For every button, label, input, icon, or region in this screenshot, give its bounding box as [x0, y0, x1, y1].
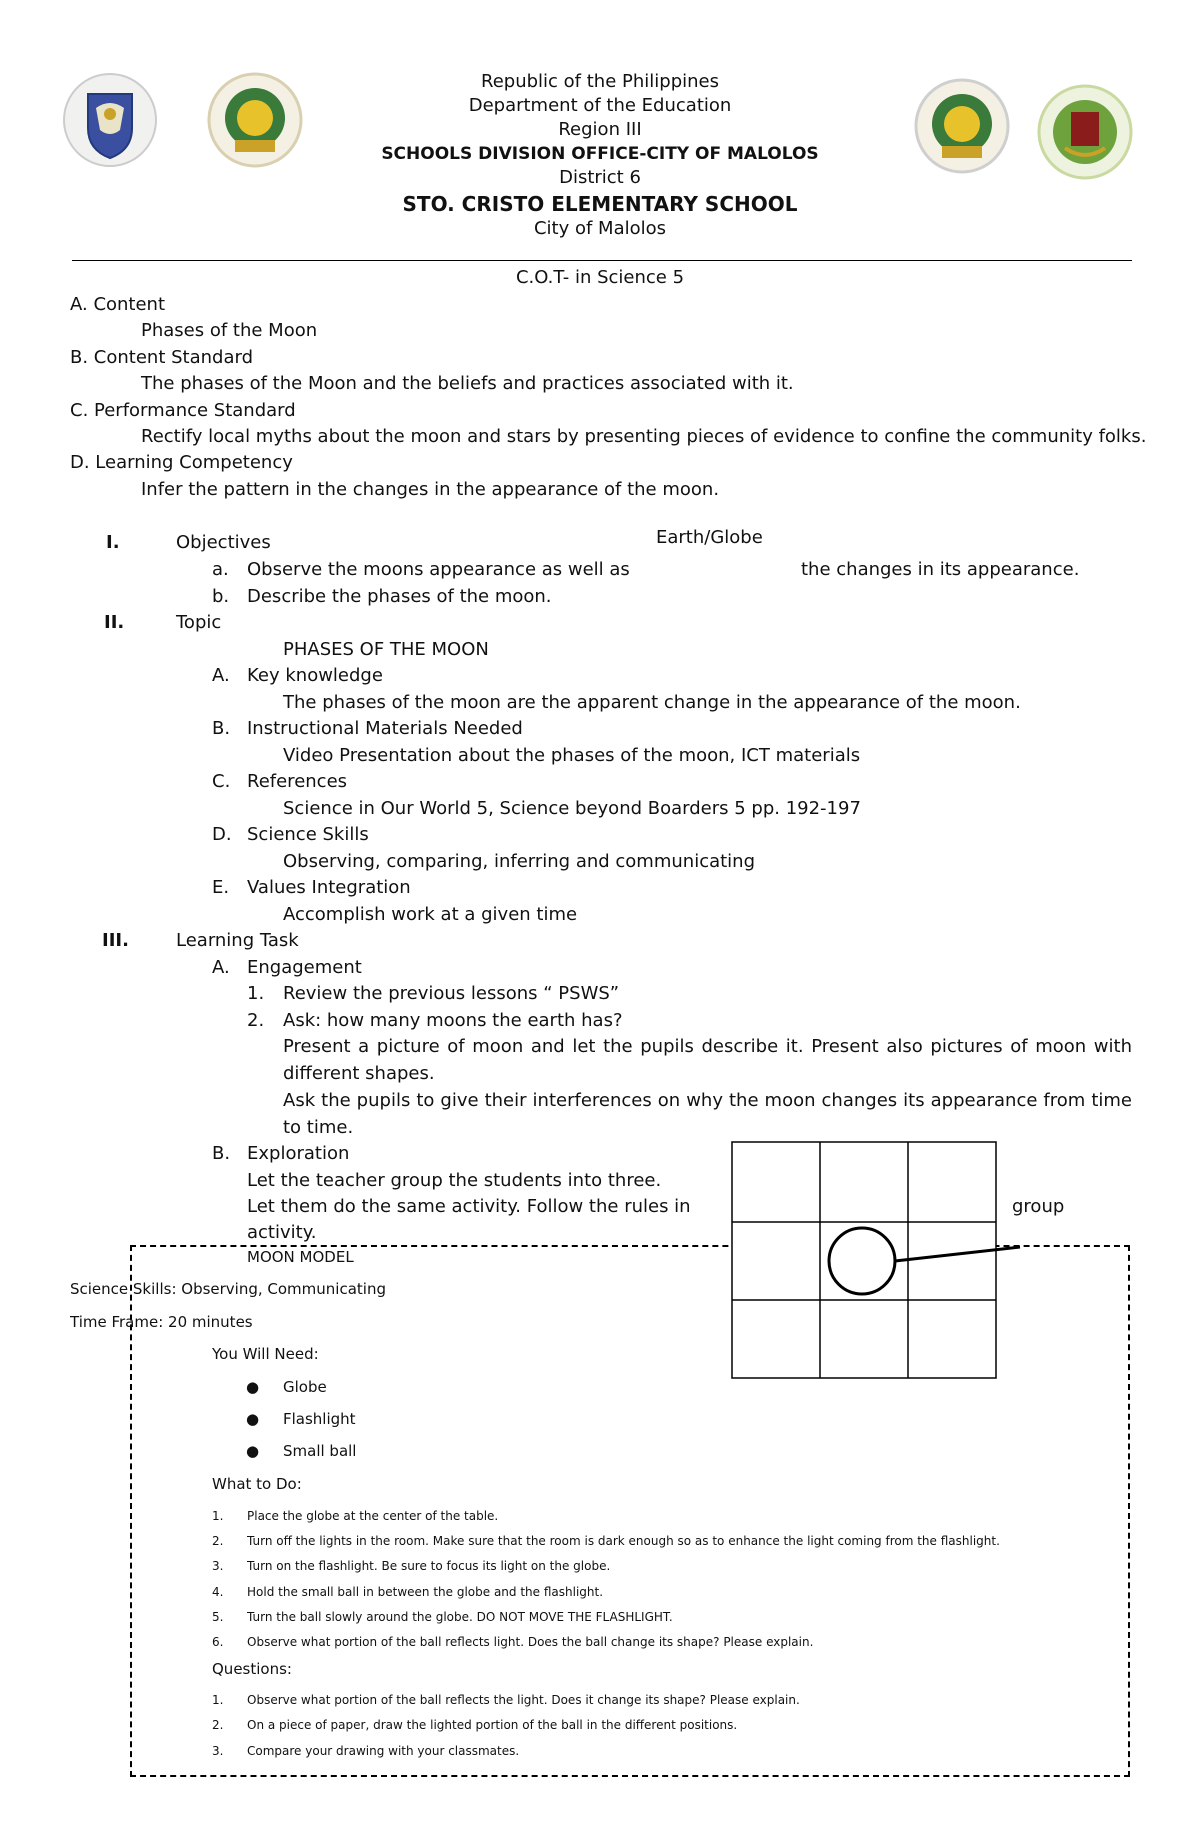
learning-competency-text: Infer the pattern in the changes in the appearance of the moon.: [141, 479, 720, 500]
exploration-mark: B.: [212, 1143, 231, 1164]
objective-a-mark: a.: [212, 559, 229, 580]
science-skills-label: Science Skills: [247, 824, 369, 845]
engagement-step-mark: 2.: [247, 1010, 265, 1031]
content-label: A. Content: [70, 294, 166, 315]
bullet-icon: ●: [246, 1442, 260, 1460]
bullet-icon: ●: [246, 1410, 260, 1428]
header-city: City of Malolos: [533, 218, 667, 239]
bullet-icon: ●: [246, 1378, 260, 1396]
step-text: Hold the small ball in between the globe and the flashlight.: [247, 1585, 604, 1599]
topic-item-mark: B.: [212, 718, 231, 739]
step-number: 3.: [212, 1559, 224, 1573]
science-skills-text: Observing, comparing, inferring and communicating: [283, 851, 756, 872]
step-number: 6.: [212, 1635, 224, 1649]
need-item: Globe: [283, 1378, 327, 1396]
learning-task-label: Learning Task: [176, 930, 299, 951]
objectives-label: Objectives: [176, 532, 271, 553]
you-will-need-label: You Will Need:: [212, 1345, 319, 1363]
question-number: 1.: [212, 1693, 224, 1707]
question-text: Observe what portion of the ball reflects the light. Does it change its shape? Please explain.: [247, 1693, 800, 1707]
step-text: Place the globe at the center of the table.: [247, 1509, 499, 1523]
references-label: References: [247, 771, 348, 792]
engagement-paragraph-1: Present a picture of moon and let the pupils describe it. Present also pictures of moon with different shapes.: [283, 1036, 1132, 1084]
topic-number: II.: [104, 612, 125, 633]
header-divider: [72, 260, 1132, 261]
objective-b-mark: b.: [212, 586, 230, 607]
topic-item-mark: C.: [212, 771, 231, 792]
content-text: Phases of the Moon: [141, 320, 318, 341]
need-item: Small ball: [283, 1442, 357, 1460]
activity-skills: Science Skills: Observing, Communicating: [70, 1280, 386, 1298]
topic-item-mark: D.: [212, 824, 232, 845]
step-number: 1.: [212, 1509, 224, 1523]
engagement-step-1: Review the previous lessons “ PSWS”: [283, 983, 620, 1004]
question-text: On a piece of paper, draw the lighted portion of the ball in the different positions.: [247, 1718, 738, 1732]
values-text: Accomplish work at a given time: [283, 904, 578, 925]
need-item: Flashlight: [283, 1410, 356, 1428]
objective-a-text: Observe the moons appearance as well as: [247, 559, 630, 580]
step-text: Turn off the lights in the room. Make sure that the room is dark enough so as to enhance the light coming from the flashlight.: [247, 1534, 1000, 1548]
exploration-line-2-end: group: [1012, 1196, 1065, 1217]
header-republic: Republic of the Philippines: [481, 71, 719, 92]
exploration-line-1: Let the teacher group the students into three.: [247, 1170, 662, 1191]
topic-title: PHASES OF THE MOON: [283, 639, 489, 660]
header-department: Department of the Education: [468, 95, 732, 116]
school-name: STO. CRISTO ELEMENTARY SCHOOL: [402, 192, 798, 216]
engagement-step-2: Ask: how many moons the earth has?: [283, 1010, 623, 1031]
question-text: Compare your drawing with your classmates.: [247, 1744, 520, 1758]
content-standard-text: The phases of the Moon and the beliefs and practices associated with it.: [141, 373, 794, 394]
header-division: SCHOOLS DIVISION OFFICE-CITY OF MALOLOS: [381, 144, 819, 164]
question-number: 3.: [212, 1744, 224, 1758]
objectives-number: I.: [106, 532, 120, 553]
step-number: 5.: [212, 1610, 224, 1624]
questions-label: Questions:: [212, 1660, 292, 1678]
key-knowledge-text: The phases of the moon are the apparent change in the appearance of the moon.: [283, 692, 1021, 713]
performance-standard-label: C. Performance Standard: [70, 400, 296, 421]
moon-model-diagram: [728, 1140, 1028, 1380]
engagement-step-mark: 1.: [247, 983, 265, 1004]
topic-item-mark: A.: [212, 665, 230, 686]
learning-competency-label: D. Learning Competency: [70, 452, 293, 473]
engagement-mark: A.: [212, 957, 230, 978]
objective-b-text: Describe the phases of the moon.: [247, 586, 552, 607]
key-knowledge-label: Key knowledge: [247, 665, 383, 686]
page-title: C.O.T- in Science 5: [515, 267, 685, 288]
values-label: Values Integration: [247, 877, 411, 898]
header-region: Region III: [558, 119, 642, 140]
exploration-label: Exploration: [247, 1143, 350, 1164]
content-standard-label: B. Content Standard: [70, 347, 253, 368]
topic-label: Topic: [176, 612, 222, 633]
topic-item-mark: E.: [212, 877, 230, 898]
materials-text: Video Presentation about the phases of the moon, ICT materials: [283, 745, 861, 766]
step-number: 4.: [212, 1585, 224, 1599]
step-text: Turn on the flashlight. Be sure to focus its light on the globe.: [247, 1559, 611, 1573]
materials-label: Instructional Materials Needed: [247, 718, 523, 739]
step-number: 2.: [212, 1534, 224, 1548]
learning-task-number: III.: [102, 930, 129, 951]
step-text: Turn the ball slowly around the globe. DO NOT MOVE THE FLASHLIGHT.: [247, 1610, 673, 1624]
question-number: 2.: [212, 1718, 224, 1732]
engagement-paragraph-2: Ask the pupils to give their interferences on why the moon changes its appearance from time to time.: [283, 1090, 1132, 1138]
objective-a-text-end: the changes in its appearance.: [801, 559, 1080, 580]
what-to-do-label: What to Do:: [212, 1475, 302, 1493]
activity-time-frame: Time Frame: 20 minutes: [70, 1313, 253, 1331]
earth-globe-label: Earth/Globe: [656, 527, 763, 548]
step-text: Observe what portion of the ball reflects light. Does the ball change its shape? Please explain.: [247, 1635, 814, 1649]
references-text: Science in Our World 5, Science beyond Boarders 5 pp. 192-197: [283, 798, 861, 819]
performance-standard-text: Rectify local myths about the moon and stars by presenting pieces of evidence to confine the community folks.: [141, 426, 1147, 447]
exploration-line-2: Let them do the same activity. Follow the rules in: [247, 1196, 691, 1217]
exploration-line-3: activity.: [247, 1222, 317, 1243]
engagement-label: Engagement: [247, 957, 362, 978]
header-district: District 6: [559, 167, 641, 188]
activity-title: MOON MODEL: [247, 1248, 354, 1266]
